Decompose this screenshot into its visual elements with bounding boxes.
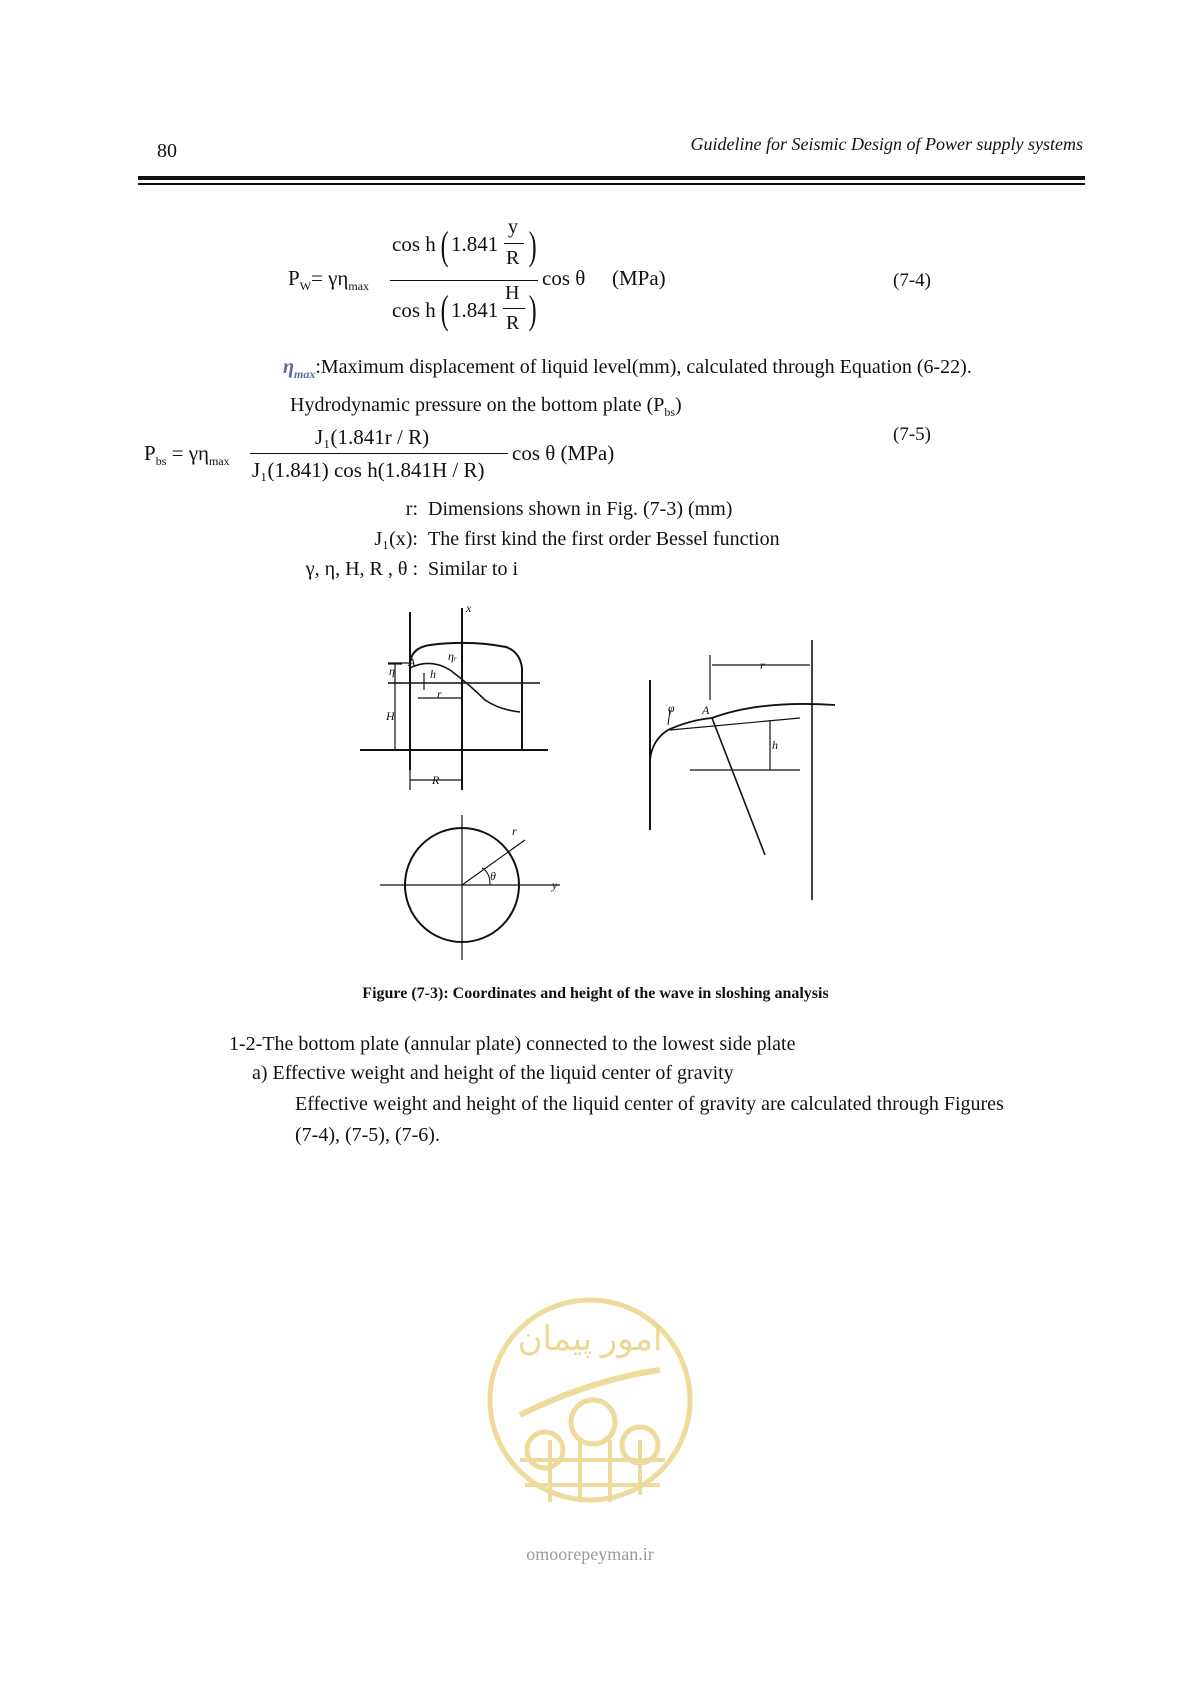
eq-7-5-tail: cos θ (MPa) (512, 441, 615, 465)
tank-plan-view (380, 815, 560, 960)
fig-label-x: x (466, 601, 472, 615)
fig-label-H: H (386, 709, 395, 723)
running-head: Guideline for Seismic Design of Power supply systems (690, 134, 1083, 154)
fig-label-phi: φ (668, 701, 675, 715)
hydrodynamic-title: Hydrodynamic pressure on the bottom plate $(P_{bs})$ (290, 394, 682, 419)
eq-7-4-num-coef: 1.841 (451, 232, 499, 256)
definition-row: r: Dimensions shown in Fig. (7-3) (mm) (405, 498, 733, 520)
fig-label-h-detail: h (772, 738, 778, 752)
watermark-logo-text: امور پیمان (517, 1321, 663, 1358)
fig-label-theta: θ (490, 869, 496, 883)
eq-7-4-num-cosh: cos h (392, 232, 436, 256)
page-number: 80 (157, 140, 177, 162)
eq-7-4-num-y: y (508, 216, 518, 238)
fig-label-h: h (430, 667, 436, 681)
eq-7-4-den-H: H (505, 282, 520, 304)
eq-7-4-den-R: R (506, 312, 520, 334)
paragraph-line-2: (7-4), (7-5), (7-6). (295, 1124, 440, 1146)
fig-label-y: y (552, 878, 558, 892)
eq-7-5-lhs: $P_{bs} = \gamma\eta_{max}$ (144, 441, 230, 468)
fig-label-A: A (408, 655, 416, 669)
eq-7-4-den-coef: 1.841 (451, 298, 499, 322)
watermark-site: omoorepeyman.ir (526, 1544, 654, 1564)
fig-label-eta: η (389, 664, 395, 678)
fig-label-r-plan: r (512, 824, 517, 838)
fig-label-A-detail: A (702, 703, 710, 717)
eq-7-4-unit: (MPa) (612, 266, 666, 290)
figure-caption: Figure (7-3): Coordinates and height of the wave in sloshing analysis (362, 985, 829, 1002)
fig-label-r: r (437, 687, 442, 701)
definition-row: J₁(x): The first kind the first order Bessel function (374, 528, 780, 550)
wall-detail-view (650, 640, 835, 900)
eq-7-4-lhs: $P_W= \gamma\eta_{max}$ (288, 266, 370, 293)
fig-label-R: R (432, 773, 440, 787)
eq-7-4-num-R: R (506, 247, 520, 269)
definition-row: γ, η, H, R , θ : Similar to i (305, 558, 518, 580)
eq-7-5-number: (7-5) (893, 424, 931, 445)
watermark-logo (480, 1290, 700, 1600)
section-heading: 1-2-The bottom plate (annular plate) connected to the lowest side plate (229, 1033, 796, 1055)
eq-7-4-den-cosh: cos h (392, 298, 436, 322)
fig-label-eta-r: ηᵣ (448, 649, 457, 663)
fig-label-r-detail: r (760, 658, 765, 672)
eq-7-5-denominator: J₁(1.841) cos h(1.841H / R) (252, 458, 485, 482)
eq-7-4-cos-theta: cos θ (542, 266, 586, 290)
eta-max-definition: $\eta_{max}:Maximum$ displacement of liquid level(mm), calculated through Equation (6-22). (283, 356, 972, 381)
item-a: a) Effective weight and height of the liquid center of gravity (252, 1062, 734, 1084)
eq-7-5-numerator: J₁(1.841r / R) (315, 425, 430, 449)
paragraph-line-1: Effective weight and height of the liquid center of gravity are calculated through Figures (295, 1093, 1004, 1115)
eq-7-4-number: (7-4) (893, 270, 931, 291)
eta-max-symbol: η (283, 356, 294, 378)
tank-elevation-view (360, 608, 548, 790)
